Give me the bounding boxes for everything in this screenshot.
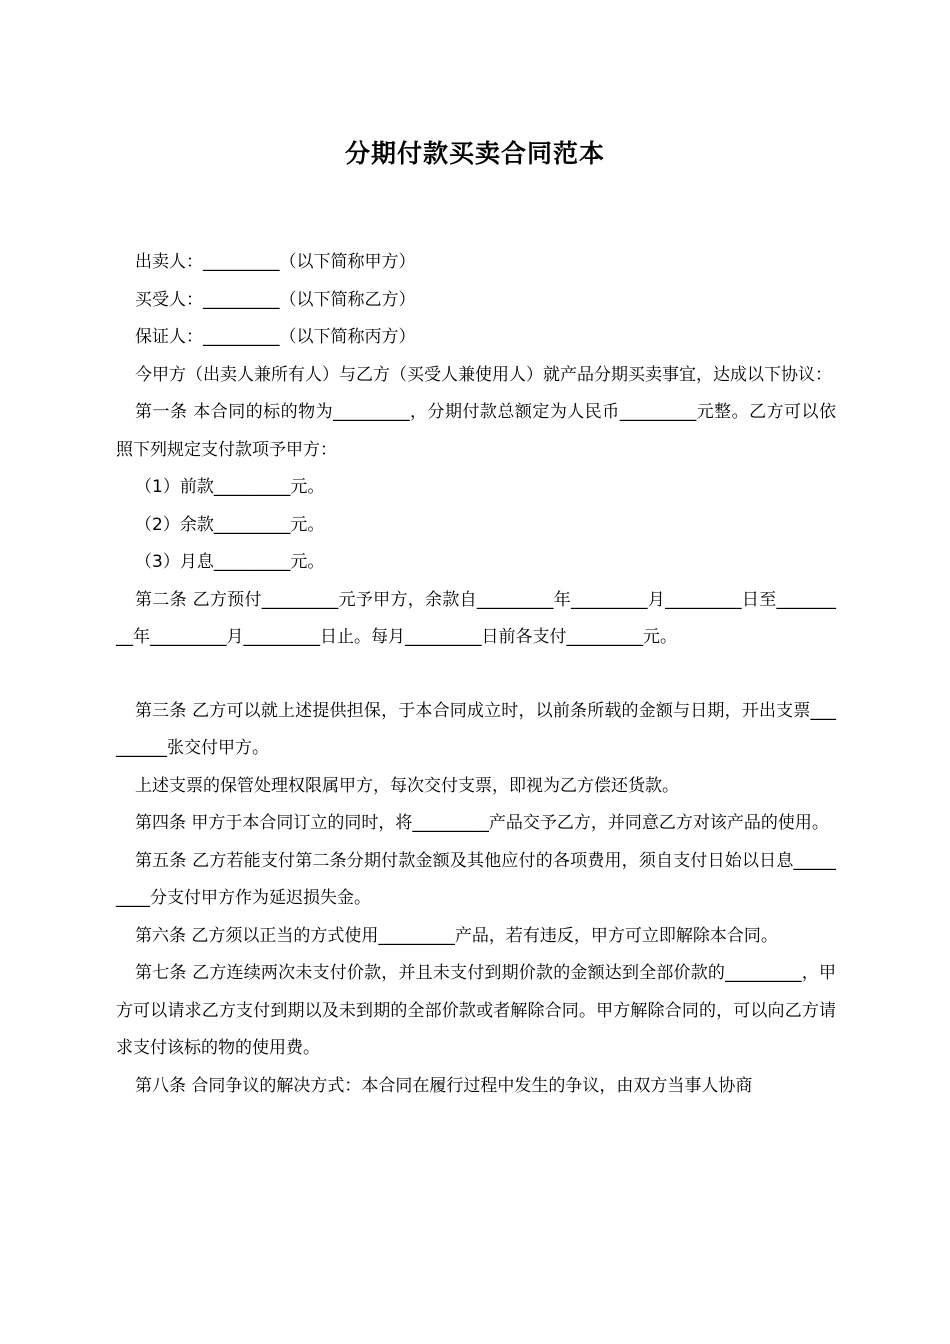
article-6-paragraph: 第六条 乙方须以正当的方式使用_________产品，若有违反，甲方可立即解除本合同。 bbox=[135, 925, 778, 946]
article-1-item-down-payment: （1）前款_________元。 bbox=[135, 477, 325, 497]
article-1-paragraph: 第一条 本合同的标的物为_________，分期付款总额定为人民币_________元整。乙方可以依照下列规定支付款项予甲方： bbox=[116, 402, 836, 460]
guarantor-line: 保证人：_________（以下简称丙方） bbox=[135, 327, 416, 347]
article-7-paragraph: 第七条 乙方连续两次未支付价款，并且未支付到期价款的金额达到全部价款的_________，甲方可以请求乙方支付到期以及未到期的全部价款或者解除合同。甲方解除合同的，可以向乙方请求支付该标的物的使用费。 bbox=[116, 963, 836, 1058]
seller-line: 出卖人：_________（以下简称甲方） bbox=[135, 252, 416, 272]
document-title: 分期付款买卖合同范本 bbox=[344, 139, 605, 168]
article-8-paragraph: 第八条 合同争议的解决方式：本合同在履行过程中发生的争议，由双方当事人协商 bbox=[135, 1075, 753, 1096]
article-2-paragraph: 第二条 乙方预付_________元予甲方，余款自_________年_________月_________日至_________年_________月_________日止。每月_________日前各支付_________元。 bbox=[116, 589, 836, 647]
preamble-paragraph: 今甲方（出卖人兼所有人）与乙方（买受人兼使用人）就产品分期买卖事宜，达成以下协议： bbox=[135, 364, 832, 385]
article-4-paragraph: 第四条 甲方于本合同订立的同时，将_________产品交予乙方，并同意乙方对该产品的使用。 bbox=[135, 813, 829, 833]
contract-body bbox=[116, 244, 836, 1105]
article-1-item-balance: （2）余款_________元。 bbox=[135, 514, 325, 535]
article-5-paragraph: 第五条 乙方若能支付第二条分期付款金额及其他应付的各项费用，须自支付日始以日息_________分支付甲方作为延迟损失金。 bbox=[116, 850, 836, 908]
article-3-paragraph: 第三条 乙方可以就上述提供担保，于本合同成立时，以前条所载的金额与日期，开出支票_________张交付甲方。 bbox=[116, 700, 836, 758]
article-1-item-monthly-interest: （3）月息_________元。 bbox=[135, 552, 325, 572]
buyer-line: 买受人：_________（以下简称乙方） bbox=[135, 289, 416, 310]
cheque-custody-paragraph: 上述支票的保管处理权限属甲方，每次交付支票，即视为乙方偿还货款。 bbox=[135, 775, 679, 796]
